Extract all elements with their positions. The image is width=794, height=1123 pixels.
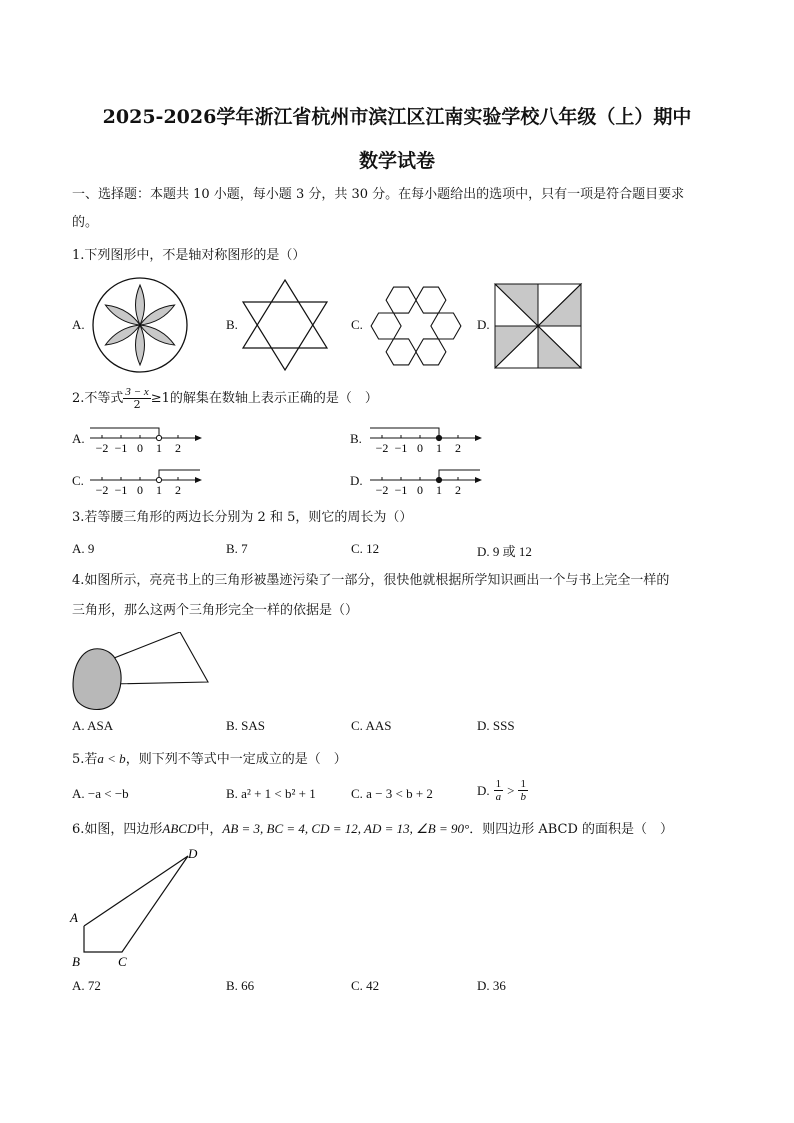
axis-tick-label: 2	[455, 441, 461, 455]
pinwheel-figure	[492, 282, 584, 370]
number-line-a	[86, 424, 206, 458]
q4-option-a: A. ASA	[72, 718, 114, 733]
six-point-star-figure	[238, 276, 332, 374]
q4-option-b: B. SAS	[226, 718, 266, 733]
q4-option-c: C. AAS	[351, 718, 392, 733]
section-heading: 一、选择题：本题共 10 小题，每小题 3 分，共 30 分。在每小题给出的选项中，只有一项是符合题目要求	[72, 187, 685, 202]
q6-stem-math: AB = 3, BC = 4, CD = 12, AD = 13, ∠B = 90°	[222, 821, 470, 836]
page-subtitle: 数学试卷	[358, 150, 435, 172]
solution-bracket	[370, 428, 439, 435]
question-4-stem-cont: 三角形，那么这两个三角形完全一样的依据是（）	[72, 603, 359, 618]
axis-tick-label: −1	[114, 441, 128, 455]
hexagon-cell	[371, 313, 401, 339]
page-title: 2025-2026学年浙江省杭州市滨江区江南实验学校八年级（上）期中	[102, 106, 692, 128]
ink-stained-triangle-figure	[70, 632, 212, 714]
axis-tick-label: −2	[375, 441, 389, 455]
q6-option-d: D. 36	[477, 978, 506, 993]
hexagon-ring-figure	[364, 280, 468, 372]
q2-frac-denominator: 2	[133, 398, 141, 411]
open-point	[156, 477, 161, 482]
quadrilateral-abcd-figure	[64, 842, 214, 970]
q5-d-right-den: b	[520, 791, 526, 803]
solution-bracket	[90, 428, 159, 435]
question-5-stem	[72, 750, 347, 769]
quadrilateral-outline	[84, 856, 188, 952]
q3-option-c: C. 12	[351, 541, 380, 556]
q2-option-d-label: D.	[350, 473, 363, 488]
q5-stem-prefix: 5.若	[72, 752, 98, 767]
q4-option-d: D. SSS	[477, 718, 515, 733]
hexagon-cell	[386, 339, 416, 365]
axis-arrow	[475, 477, 482, 483]
q2-fraction	[123, 386, 150, 411]
vertex-a-label: A	[70, 910, 78, 925]
q6-option-a: A. 72	[72, 978, 101, 993]
axis-tick-label: 0	[137, 483, 143, 497]
open-point	[156, 435, 161, 440]
q2-option-a-label: A.	[72, 431, 85, 446]
q1-option-a-label: A.	[72, 317, 85, 332]
axis-tick-label: 1	[436, 441, 442, 455]
q1-option-b-label: B.	[226, 317, 238, 332]
vertex-d-label: D	[188, 846, 198, 861]
solution-bracket	[159, 470, 200, 477]
axis-tick-label: −2	[375, 483, 389, 497]
q6-stem-suffix: ．则四边形 ABCD 的面积是（ ）	[469, 822, 674, 837]
axis-arrow	[475, 435, 482, 441]
hexagon-cell	[416, 287, 446, 313]
question-3-stem: 3.若等腰三角形的两边长分别为 2 和 5，则它的周长为（）	[72, 510, 413, 525]
q5-d-relation: >	[507, 782, 515, 798]
axis-tick-label: −2	[95, 483, 109, 497]
q2-option-b-label: B.	[350, 431, 362, 446]
q3-option-d: D. 9 或 12	[477, 544, 532, 559]
hexagon-cell	[386, 287, 416, 313]
axis-tick-label: 0	[137, 441, 143, 455]
q5-option-b: B. a² + 1 < b² + 1	[226, 786, 316, 801]
number-line-d	[366, 466, 486, 500]
question-2-stem	[72, 386, 378, 411]
q5-option-a: A. −a < −b	[72, 786, 129, 801]
q6-stem-mid: 中，	[196, 822, 223, 837]
vertex-b-label: B	[72, 954, 80, 969]
q5-d-right-num: 1	[520, 778, 526, 790]
q2-stem-prefix: 2.不等式	[72, 390, 124, 406]
axis-tick-label: 2	[175, 441, 181, 455]
question-1-stem: 1.下列图形中，不是轴对称图形的是（）	[72, 248, 306, 263]
q5-d-left-num: 1	[495, 778, 502, 790]
axis-tick-label: 2	[175, 483, 181, 497]
q5-option-c: C. a − 3 < b + 2	[351, 786, 433, 801]
axis-tick-label: 0	[417, 441, 423, 455]
flower-petals	[103, 285, 177, 365]
hexagon-cell	[431, 313, 461, 339]
q5-d-left-fraction	[494, 778, 504, 803]
q1-option-d-label: D.	[477, 317, 490, 332]
hexagon-cell	[416, 339, 446, 365]
q5-option-d	[477, 778, 528, 803]
q6-option-c: C. 42	[351, 978, 380, 993]
axis-tick-label: 0	[417, 483, 423, 497]
axis-tick-label: 2	[455, 483, 461, 497]
q5-d-right-fraction	[518, 778, 528, 803]
number-line-c	[86, 466, 206, 500]
q2-frac-numerator: 3 − x	[125, 386, 149, 398]
axis-arrow	[195, 435, 202, 441]
axis-arrow	[195, 477, 202, 483]
q3-option-a: A. 9	[72, 541, 95, 556]
q6-option-b: B. 66	[226, 978, 255, 993]
q5-d-left-den: a	[495, 791, 502, 803]
axis-tick-label: 1	[156, 483, 162, 497]
closed-point	[436, 477, 441, 482]
q2-stem-suffix: ≥1的解集在数轴上表示正确的是（ ）	[150, 390, 378, 406]
q5-stem-suffix: ，则下列不等式中一定成立的是（ ）	[125, 752, 347, 767]
vertex-c-label: C	[118, 954, 127, 969]
flower-circle-figure	[86, 275, 194, 375]
axis-tick-label: 1	[436, 483, 442, 497]
question-4-stem: 4.如图所示，亮亮书上的三角形被墨迹污染了一部分，很快他就根据所学知识画出一个与书上完全一样的	[72, 573, 670, 588]
question-6-stem	[72, 820, 673, 839]
q2-option-c-label: C.	[72, 473, 84, 488]
q5-stem-math: a < b	[97, 751, 126, 766]
axis-tick-label: 1	[156, 441, 162, 455]
solution-bracket	[439, 470, 480, 477]
ink-blot	[73, 649, 121, 710]
closed-point	[436, 435, 441, 440]
q3-option-b: B. 7	[226, 541, 248, 556]
number-line-b	[366, 424, 486, 458]
section-heading-cont: 的。	[72, 215, 99, 230]
axis-tick-label: −1	[394, 483, 408, 497]
q6-stem-prefix: 6.如图，四边形	[72, 822, 163, 837]
q6-stem-name: ABCD	[162, 821, 197, 836]
q1-option-c-label: C.	[351, 317, 363, 332]
axis-tick-label: −2	[95, 441, 109, 455]
axis-tick-label: −1	[394, 441, 408, 455]
q5-option-d-label: D.	[477, 782, 490, 798]
axis-tick-label: −1	[114, 483, 128, 497]
